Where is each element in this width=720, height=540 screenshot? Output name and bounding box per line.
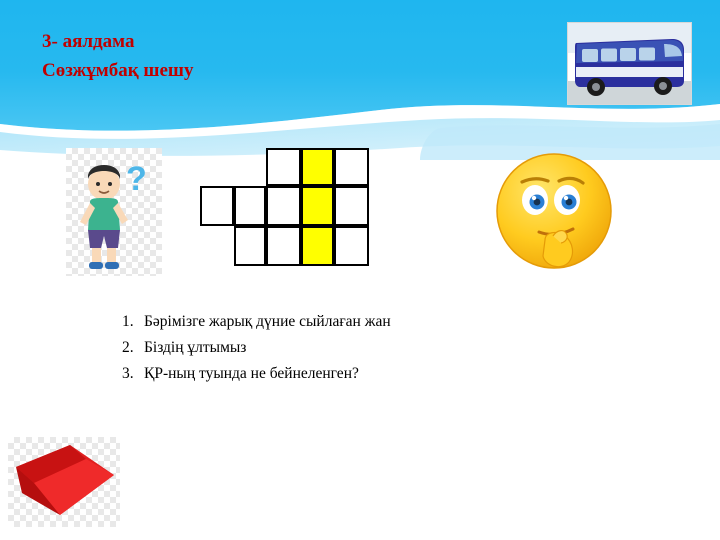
title-line-2: Сөзжұмбақ шешу <box>42 60 194 81</box>
question-text: Бәрімізге жарық дүние сыйлаған жан <box>144 313 391 330</box>
crossword-cell[interactable] <box>266 186 301 226</box>
crossword-cell[interactable] <box>334 226 369 266</box>
svg-text:?: ? <box>126 160 147 198</box>
crossword-cell-highlighted[interactable] <box>301 226 334 266</box>
list-item <box>122 362 662 385</box>
smiley-icon <box>487 144 622 279</box>
question-text: Біздің ұлтымыз <box>144 339 247 356</box>
crossword-cell[interactable] <box>334 186 369 226</box>
boy-icon <box>66 148 162 276</box>
question-number: 3. <box>122 365 134 382</box>
boy-with-question-mark-clipart <box>66 148 162 276</box>
red-envelope-clipart <box>8 437 120 527</box>
question-number: 2. <box>122 339 134 356</box>
list-item <box>122 310 662 333</box>
crossword-cell[interactable] <box>266 148 301 186</box>
title-line-1: 3- аялдама <box>42 31 135 52</box>
list-item <box>122 336 662 359</box>
crossword-cell[interactable] <box>334 148 369 186</box>
page-title <box>42 28 512 86</box>
envelope-icon <box>8 437 120 527</box>
crossword-cell-highlighted[interactable] <box>301 148 334 186</box>
questions-list <box>122 310 662 388</box>
crossword-cell[interactable] <box>266 226 301 266</box>
crossword-cell[interactable] <box>200 186 234 226</box>
bus-photo <box>567 22 692 105</box>
bus-icon <box>568 23 691 104</box>
crossword-grid <box>200 148 380 273</box>
crossword-cell[interactable] <box>234 226 266 266</box>
question-number: 1. <box>122 313 134 330</box>
question-text: ҚР-ның туында не бейнеленген? <box>144 365 359 382</box>
crossword-cell-highlighted[interactable] <box>301 186 334 226</box>
crossword-cell[interactable] <box>234 186 266 226</box>
thinking-smiley-emoji <box>487 144 622 279</box>
